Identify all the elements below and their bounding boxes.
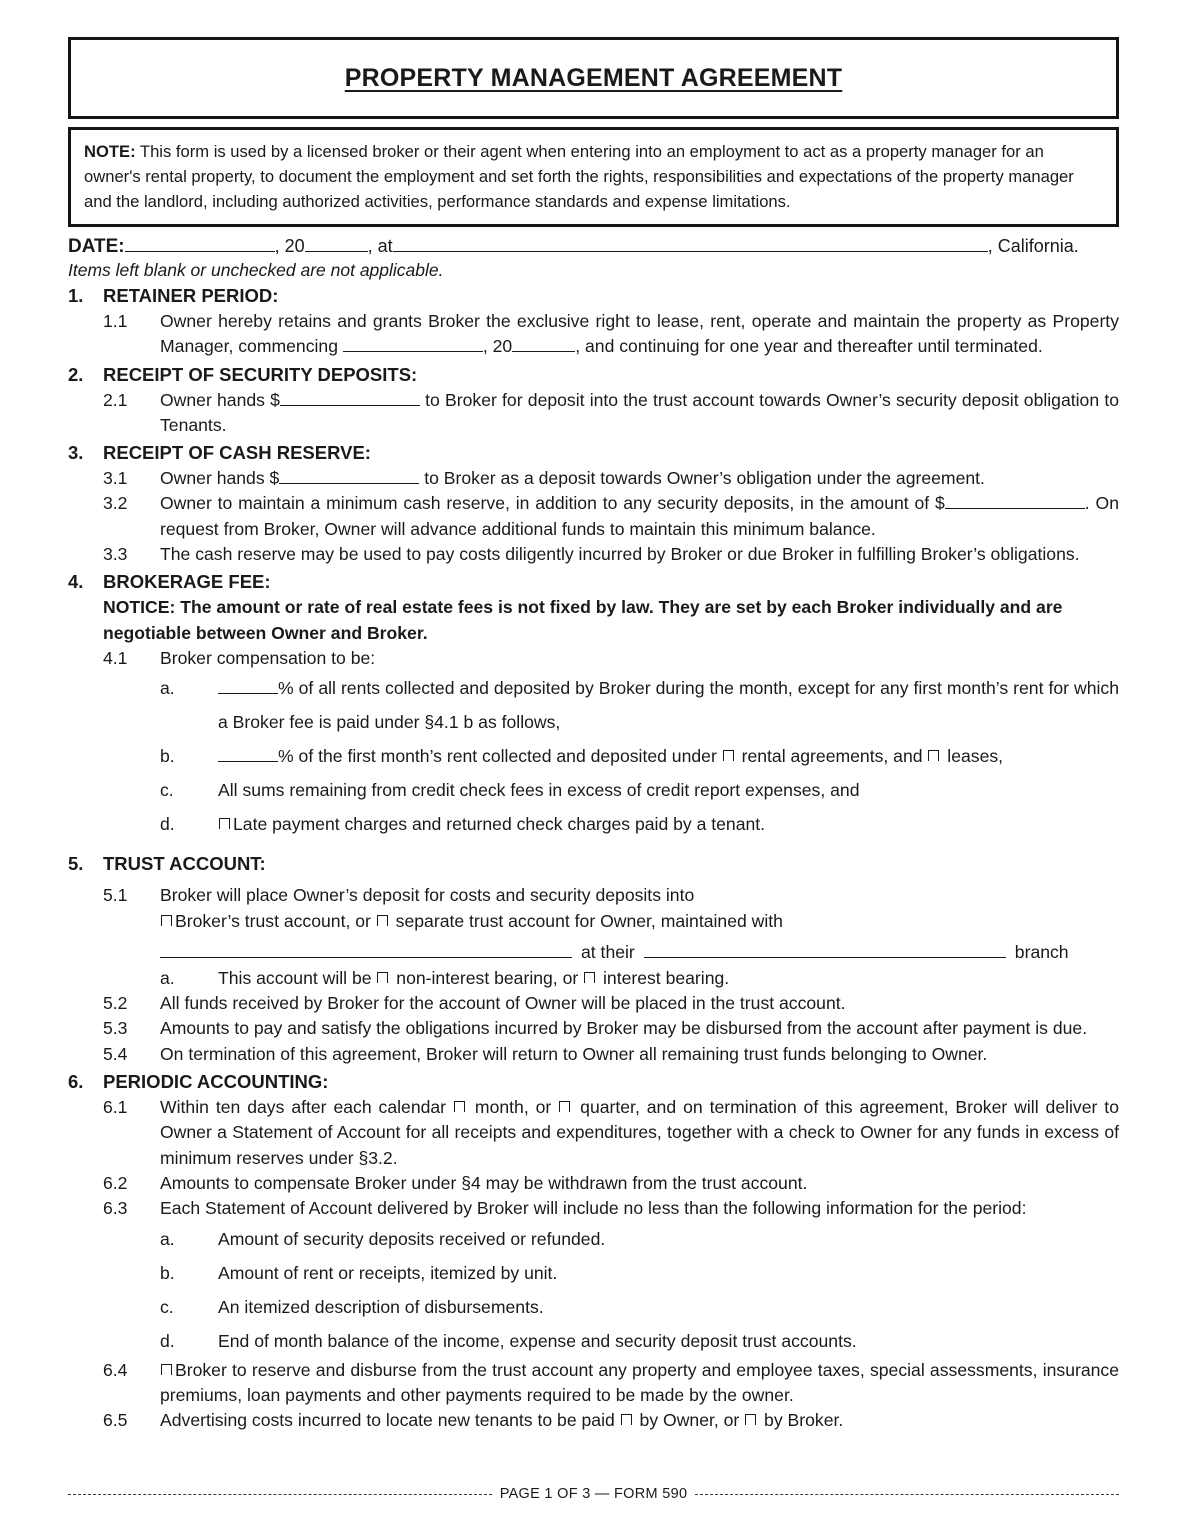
- clause-4-1-number: 4.1: [103, 647, 128, 668]
- clause-3-1-text-b: to Broker as a deposit towards Owner’s obligation under the agreement.: [419, 468, 985, 489]
- clause-2-1-text-a: Owner hands $: [160, 389, 280, 410]
- clause-6-4-number: 6.4: [103, 1359, 128, 1380]
- clause-6-1-number: 6.1: [103, 1097, 128, 1118]
- clause-6-3-number: 6.3: [103, 1198, 128, 1219]
- clause-4-1-d-number: d.: [160, 814, 175, 835]
- clause-3-2-number: 3.2: [103, 493, 128, 514]
- clause-6-5-text-a: Advertising costs incurred to locate new tenants to be paid: [160, 1410, 620, 1431]
- clause-5-1-number: 5.1: [103, 885, 128, 906]
- clause-5-1-a-text-c: interest bearing.: [598, 967, 730, 988]
- checkbox-calendar-month[interactable]: [454, 1101, 465, 1112]
- date-year-prefix: , 20: [274, 236, 305, 256]
- clause-6-5-text-c: by Broker.: [759, 1410, 844, 1431]
- section-6-heading: [68, 1069, 1119, 1095]
- clause-4-1-c-text: All sums remaining from credit check fees in excess of credit report expenses, and: [218, 780, 860, 801]
- checkbox-advertising-paid-by-broker[interactable]: [745, 1414, 756, 1425]
- clause-6-5: [68, 1408, 1119, 1433]
- date-city-blank-input[interactable]: [393, 236, 988, 252]
- section-6-title: PERIODIC ACCOUNTING:: [103, 1071, 329, 1093]
- clause-4-1-b-text-c: leases,: [942, 746, 1004, 767]
- clause-5-4-number: 5.4: [103, 1043, 128, 1064]
- section-4-title: BROKERAGE FEE:: [103, 571, 271, 593]
- clause-5-1-a: [68, 966, 1119, 991]
- document-page: [68, 0, 1119, 1536]
- checkbox-calendar-quarter[interactable]: [559, 1101, 570, 1112]
- clause-3-3: [68, 542, 1119, 567]
- title-box: [68, 37, 1119, 119]
- clause-1-1-text-a: Owner hereby retains and grants Broker the exclusive right to lease, rent, operate and maintain the property as Property Manager, commencing: [160, 311, 1119, 357]
- clause-6-1-text-c: quarter, and on termination of this agreement, Broker will deliver to Owner a Statement of Account for all receipts and expenditures, together with a check to Owner for any funds in excess of minimum reserves under §3.2.: [160, 1097, 1119, 1168]
- clause-4-1-d-text: Late payment charges and returned check charges paid by a tenant.: [233, 814, 766, 835]
- clause-6-2: [68, 1171, 1119, 1196]
- clause-3-3-number: 3.3: [103, 544, 128, 565]
- clause-3-2: [68, 491, 1119, 542]
- page-title: PROPERTY MANAGEMENT AGREEMENT: [344, 63, 843, 92]
- section-5-title: TRUST ACCOUNT:: [103, 853, 266, 875]
- section-3-heading: [68, 440, 1119, 466]
- clause-6-3-c-number: c.: [160, 1296, 174, 1317]
- clause-6-3-c-text: An itemized description of disbursements.: [218, 1296, 544, 1317]
- clause-6-3-b-text: Amount of rent or receipts, itemized by unit.: [218, 1262, 558, 1283]
- clause-4-1: [68, 646, 1119, 671]
- date-year-blank-input[interactable]: [305, 236, 368, 252]
- clause-5-3-text: Amounts to pay and satisfy the obligations incurred by Broker may be disbursed from the account after payment is due.: [160, 1018, 1088, 1039]
- date-at-label: , at: [367, 236, 393, 256]
- note-label: NOTE:: [84, 142, 136, 161]
- clause-4-1-a: [68, 671, 1119, 739]
- clause-5-1-a-text-b: non-interest bearing, or: [391, 967, 584, 988]
- footer-page-form-label: PAGE 1 OF 3 — FORM 590: [499, 1486, 688, 1502]
- note-body: This form is used by a licensed broker or their agent when entering into an employment to act as a property manager for an owner's rental property, to document the employment and set forth the rights, responsibilities and expectations of the property manager and the landlord, including authorized activities, performance standards and expense limitations.: [84, 142, 1074, 211]
- footer-dash-left: [68, 1494, 492, 1495]
- clause-5-3-number: 5.3: [103, 1018, 128, 1039]
- bank-branch-blank-input[interactable]: [644, 938, 1006, 958]
- clause-5-4: [68, 1042, 1119, 1067]
- clause-6-3-a: [68, 1222, 1119, 1256]
- clause-4-1-text: Broker compensation to be:: [160, 647, 376, 668]
- section-6: [68, 1069, 1119, 1433]
- section-1-heading: [68, 283, 1119, 309]
- clause-6-3-c: [68, 1290, 1119, 1324]
- checkbox-rental-agreements[interactable]: [723, 750, 734, 761]
- section-3-title: RECEIPT OF CASH RESERVE:: [103, 442, 371, 464]
- clause-5-1-line-2a: Broker’s trust account, or: [175, 910, 376, 931]
- section-3: [68, 440, 1119, 567]
- clause-6-5-number: 6.5: [103, 1410, 128, 1431]
- clause-5-1-line-2b: separate trust account for Owner, maintained with: [390, 910, 783, 931]
- clause-5-1-line-1: Broker will place Owner’s deposit for costs and security deposits into: [160, 885, 695, 906]
- clause-3-3-text: The cash reserve may be used to pay costs diligently incurred by Broker or due Broker in fulfilling Broker’s obligations.: [160, 544, 1080, 565]
- page-footer: [68, 1486, 1119, 1502]
- section-1: [68, 283, 1119, 360]
- clause-6-3: [68, 1196, 1119, 1221]
- clause-4-1-c-number: c.: [160, 780, 174, 801]
- clause-6-2-number: 6.2: [103, 1172, 128, 1193]
- section-1-number: 1.: [68, 285, 84, 306]
- checkbox-interest-bearing[interactable]: [584, 972, 595, 983]
- clause-3-1-text-a: Owner hands $: [160, 468, 280, 489]
- first-month-percentage-blank-input[interactable]: [218, 746, 278, 762]
- clause-4-1-a-number: a.: [160, 678, 175, 699]
- clause-1-1: [68, 309, 1119, 360]
- checkbox-non-interest-bearing[interactable]: [377, 972, 388, 983]
- clause-4-1-b-text-b: rental agreements, and: [736, 746, 928, 767]
- clause-4-1-c: [68, 773, 1119, 807]
- clause-6-3-d-text: End of month balance of the income, expense and security deposit trust accounts.: [218, 1330, 857, 1351]
- clause-6-5-text-b: by Owner, or: [634, 1410, 745, 1431]
- clause-5-2-number: 5.2: [103, 993, 128, 1014]
- applicability-note: Items left blank or unchecked are not applicable.: [68, 260, 444, 280]
- section-2-number: 2.: [68, 363, 84, 385]
- clause-6-3-a-number: a.: [160, 1228, 175, 1249]
- section-1-title: RETAINER PERIOD:: [103, 285, 279, 306]
- clause-6-3-a-text: Amount of security deposits received or refunded.: [218, 1228, 606, 1249]
- section-4-number: 4.: [68, 571, 84, 593]
- security-deposit-amount-blank-input[interactable]: [280, 390, 420, 406]
- bank-information-row: [68, 938, 1119, 966]
- clause-6-3-text: Each Statement of Account delivered by Broker will include no less than the following information for the period:: [160, 1198, 1027, 1219]
- checkbox-late-payment-charges[interactable]: [219, 818, 230, 829]
- note-box: [68, 127, 1119, 227]
- section-5-number: 5.: [68, 853, 84, 875]
- minimum-cash-reserve-blank-input[interactable]: [945, 493, 1085, 509]
- clause-4-1-b: [68, 739, 1119, 773]
- clause-2-1-number: 2.1: [103, 389, 128, 410]
- rents-percentage-blank-input[interactable]: [218, 678, 278, 694]
- clause-5-1-a-text-a: This account will be: [218, 967, 377, 988]
- clause-6-4-text: Broker to reserve and disburse from the trust account any property and employee taxes, special assessments, insurance premiums, loan payments and other payments required to be made by the owner.: [160, 1359, 1119, 1405]
- bank-at-their-label: at their: [581, 941, 635, 962]
- clause-3-1: [68, 466, 1119, 491]
- date-state-label: , California.: [987, 236, 1079, 256]
- section-4-heading: [68, 569, 1119, 595]
- clause-5-1: [68, 883, 1119, 934]
- commencing-year-blank-input[interactable]: [512, 336, 575, 352]
- clause-4-1-a-text: % of all rents collected and deposited by Broker during the month, except for any first month’s rent for which a Broker fee is paid under §4.1 b as follows,: [218, 678, 1119, 733]
- date-blank-input[interactable]: [125, 236, 275, 252]
- clause-6-3-d-number: d.: [160, 1330, 175, 1351]
- clause-6-3-d: [68, 1324, 1119, 1358]
- footer-dash-right: [695, 1494, 1119, 1495]
- checkbox-broker-reserve-disburse[interactable]: [161, 1364, 172, 1375]
- section-2-heading: [68, 362, 1119, 388]
- checkbox-separate-trust-account[interactable]: [377, 915, 388, 926]
- bank-branch-label: branch: [1014, 941, 1069, 962]
- section-2: [68, 362, 1119, 439]
- clause-5-4-text: On termination of this agreement, Broker will return to Owner all remaining trust funds belonging to Owner.: [160, 1043, 988, 1064]
- clause-5-3: [68, 1016, 1119, 1041]
- clause-1-1-text-b: , 20: [482, 336, 513, 357]
- clause-6-1-text-b: month, or: [467, 1097, 559, 1118]
- clause-3-2-text-a: Owner to maintain a minimum cash reserve, in addition to any security deposits, in the amount of $: [160, 493, 945, 514]
- clause-5-2: [68, 991, 1119, 1016]
- section-2-title: RECEIPT OF SECURITY DEPOSITS:: [103, 363, 418, 385]
- clause-6-3-b-number: b.: [160, 1262, 175, 1283]
- date-line: [68, 236, 1119, 258]
- clause-6-4: [68, 1358, 1119, 1409]
- commencing-date-blank-input[interactable]: [343, 336, 483, 352]
- section-4: [68, 569, 1119, 841]
- bank-name-blank-input[interactable]: [160, 938, 572, 958]
- clause-1-1-number: 1.1: [103, 311, 128, 331]
- clause-5-2-text: All funds received by Broker for the account of Owner will be placed in the trust account.: [160, 993, 846, 1014]
- clause-3-1-number: 3.1: [103, 468, 128, 489]
- section-6-number: 6.: [68, 1071, 84, 1093]
- section-5-heading: [68, 851, 1119, 877]
- checkbox-leases[interactable]: [928, 750, 939, 761]
- cash-reserve-deposit-blank-input[interactable]: [279, 468, 419, 484]
- clause-5-1-a-number: a.: [160, 967, 175, 988]
- checkbox-advertising-paid-by-owner[interactable]: [621, 1414, 632, 1425]
- brokerage-fee-notice: NOTICE: The amount or rate of real estate fees is not fixed by law. They are set by each Broker individually and are negotiable between Owner and Broker.: [103, 597, 1063, 643]
- clause-6-2-text: Amounts to compensate Broker under §4 may be withdrawn from the trust account.: [160, 1172, 808, 1193]
- checkbox-brokers-trust-account[interactable]: [161, 915, 172, 926]
- clause-6-1-text-a: Within ten days after each calendar: [160, 1097, 453, 1118]
- section-5: [68, 851, 1119, 1067]
- clause-2-1: [68, 388, 1119, 439]
- clause-4-1-d: [68, 807, 1119, 841]
- clause-4-1-b-text-a: % of the first month’s rent collected and deposited under: [278, 746, 722, 767]
- clause-1-1-text-c: , and continuing for one year and thereafter until terminated.: [575, 336, 1043, 357]
- clause-2-1-text-b: to Broker for deposit into the trust account towards Owner’s security deposit obligation to Tenants.: [160, 389, 1119, 435]
- clause-6-1: [68, 1095, 1119, 1171]
- clause-4-1-b-number: b.: [160, 746, 175, 767]
- clause-6-3-b: [68, 1256, 1119, 1290]
- section-3-number: 3.: [68, 442, 84, 464]
- note-paragraph: [84, 139, 1103, 214]
- clause-3-2-text-b: . On request from Broker, Owner will advance additional funds to maintain this minimum balance.: [160, 493, 1119, 539]
- date-label: DATE:: [68, 236, 125, 257]
